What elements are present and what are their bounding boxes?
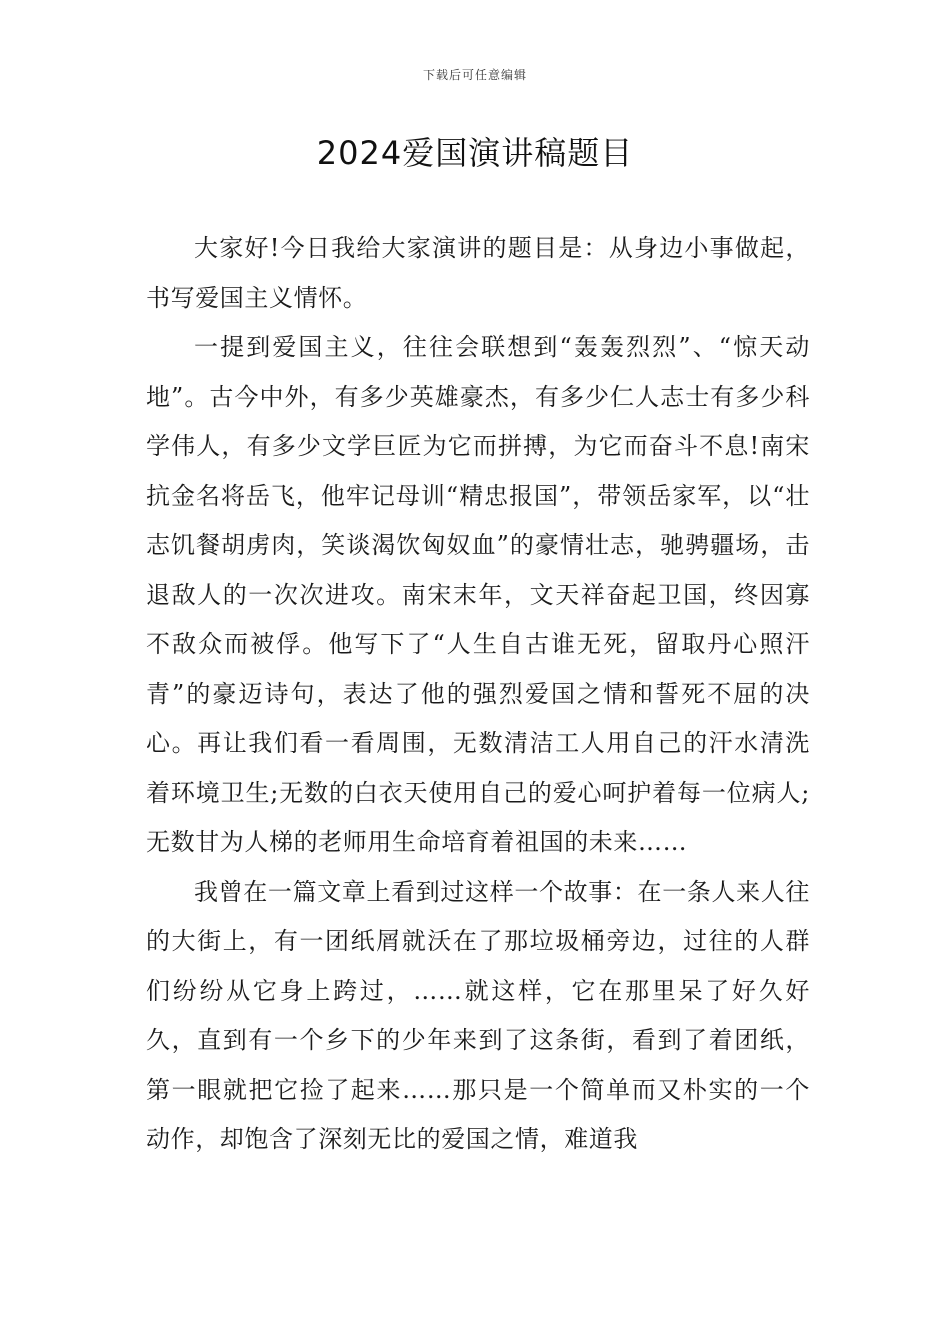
paragraph-story: 我曾在一篇文章上看到过这样一个故事：在一条人来人往的大街上，有一团纸屑就沃在了那垃圾桶旁边，过往的人群们纷纷从它身上跨过，……就这样，它在那里呆了好久好久，直到有一个乡下的少年来到了这条街，看到了着团纸，第一眼就把它捡了起来……那只是一个简单而又朴实的一个动作，却饱含了深刻无比的爱国之情，难道我 bbox=[146, 877, 810, 1153]
paragraph-greeting: 大家好!今日我给大家演讲的题目是：从身边小事做起，书写爱国主义情怀。 bbox=[146, 234, 810, 312]
document-title: 2024爱国演讲稿题目 bbox=[316, 134, 634, 172]
paragraph-patriotism-heroes: 一提到爱国主义，往往会联想到“轰轰烈烈”、“惊天动地”。古今中外，有多少英雄豪杰，有多少仁人志士有多少科学伟人，有多少文学巨匠为它而拼搏，为它而奋斗不息!南宋抗金名将岳飞，他牢记母训“精忠报国”，带领岳家军，以“壮志饥餐胡虏肉，笑谈渴饮匈奴血”的豪情壮志，驰骋疆场，击退敌人的一次次进攻。南宋末年，文天祥奋起卫国，终因寡不敌众而被俘。他写下了“人生自古谁无死，留取丹心照汗青”的豪迈诗句，表达了他的强烈爱国之情和誓死不屈的决心。再让我们看一看周围，无数清洁工人用自己的汗水清洗着环境卫生;无数的白衣天使用自己的爱心呵护着每一位病人;无数甘为人梯的老师用生命培育着祖国的未来…… bbox=[146, 333, 810, 856]
page-header-note: 下载后可任意编辑 bbox=[422, 68, 527, 82]
document-body bbox=[146, 224, 810, 1165]
